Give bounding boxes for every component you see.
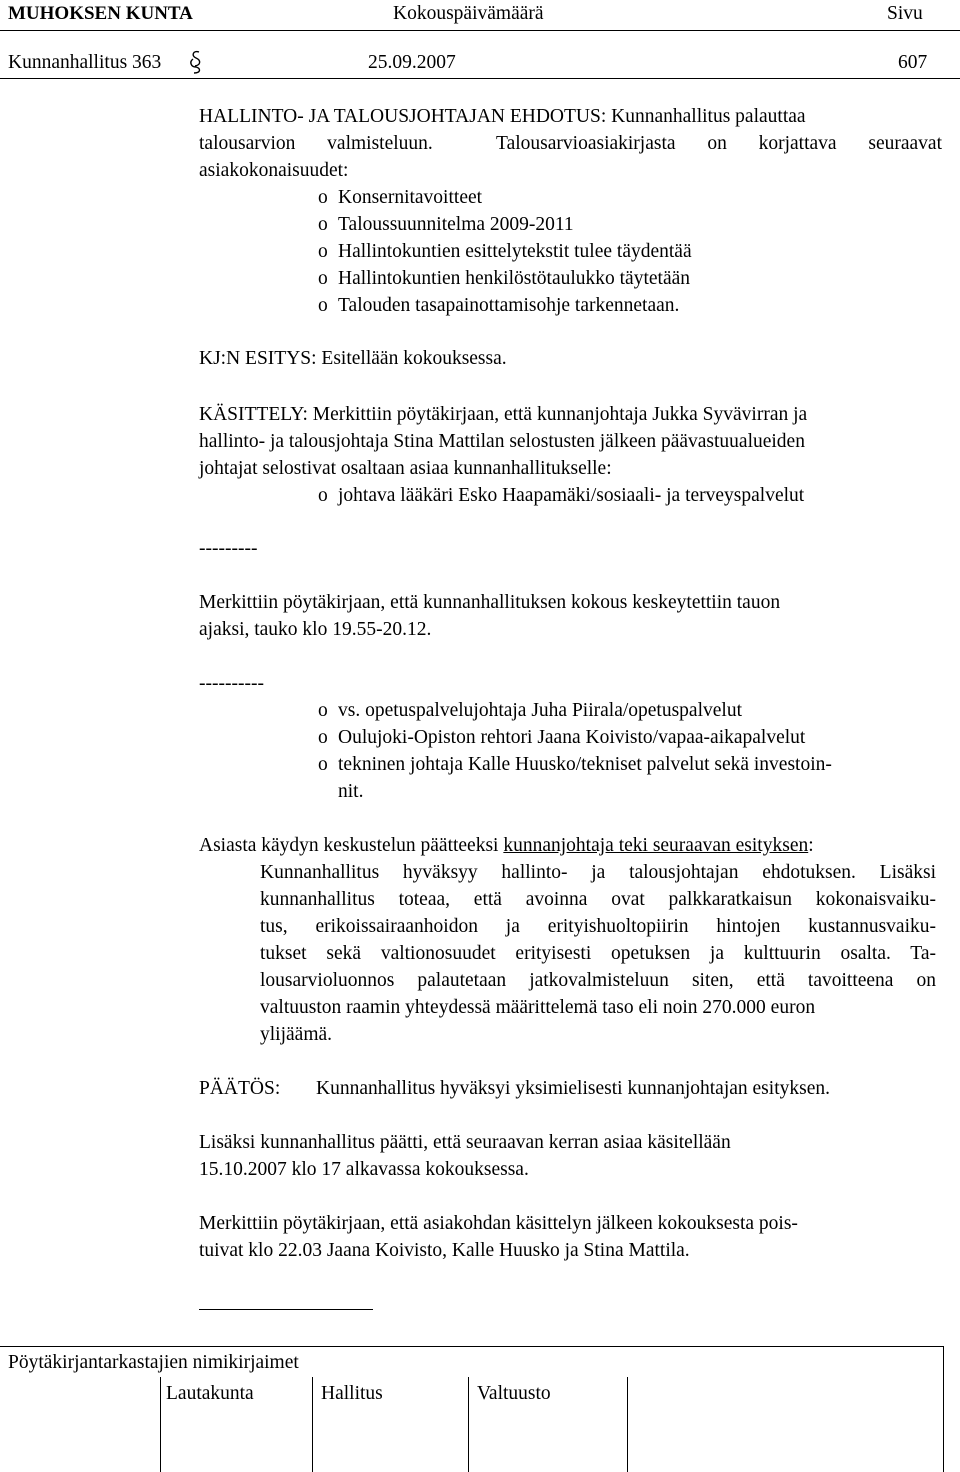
discussion-intro-b: :	[808, 835, 814, 856]
decision-text: Kunnanhallitus hyväksyi yksimielisesti kunnanjohtajan esityksen.	[316, 1078, 830, 1099]
separator-1: ---------	[199, 538, 258, 559]
footer-col-hallitus: Hallitus	[321, 1383, 383, 1404]
bullet: o	[318, 700, 328, 721]
break-note-line-1: Merkittiin pöytäkirjaan, että kunnanhallituksen kokous keskeytettiin tauon	[199, 592, 781, 613]
proposal-line-2a: talousarvion valmisteluun.	[199, 133, 433, 154]
additional-line-1: Lisäksi kunnanhallitus päätti, että seuraavan kerran asiaa käsitellään	[199, 1132, 731, 1153]
footer-top-rule	[0, 1346, 944, 1347]
speaker-item: Oulujoki-Opiston rehtori Jaana Koivisto/vapaa-aikapalvelut	[338, 727, 806, 748]
proposal-item: Hallintokuntien esittelytekstit tulee täydentää	[338, 241, 692, 262]
speaker-item-continuation: nit.	[338, 781, 364, 802]
bullet: o	[318, 754, 328, 775]
section-mark-icon	[188, 48, 204, 76]
handling-line-1: KÄSITTELY: Merkittiin pöytäkirjaan, että kunnanjohtaja Jukka Syvävirran ja	[199, 404, 808, 425]
body-and-section-number: Kunnanhallitus 363	[8, 52, 162, 73]
handling-line-2: hallinto- ja talousjohtaja Stina Mattilan selostusten jälkeen päävastuualueiden	[199, 431, 805, 452]
proposal-line-1: HALLINTO- JA TALOUSJOHTAJAN EHDOTUS: Kunnanhallitus palauttaa	[199, 106, 806, 127]
bullet: o	[318, 187, 328, 208]
departure-line-2: tuivat klo 22.03 Jaana Koivisto, Kalle Huusko ja Stina Mattila.	[199, 1240, 690, 1261]
footer-divider-3	[468, 1377, 469, 1472]
additional-line-2: 15.10.2007 klo 17 alkavassa kokouksessa.	[199, 1159, 529, 1180]
page-number: 607	[898, 52, 928, 73]
bullet: o	[318, 485, 328, 506]
bullet: o	[318, 727, 328, 748]
signature-line	[199, 1309, 373, 1310]
discussion-intro-underlined: kunnanjohtaja teki seuraavan esityksen	[503, 835, 809, 856]
footer-col-valtuusto: Valtuusto	[477, 1383, 551, 1404]
bullet: o	[318, 268, 328, 289]
header-rule-2	[0, 78, 960, 79]
bullet: o	[318, 295, 328, 316]
footer-divider-4	[627, 1377, 628, 1472]
proposal-item: Taloussuunnitelma 2009-2011	[338, 214, 574, 235]
handling-line-3: johtajat selostivat osaltaan asiaa kunnanhallitukselle:	[199, 458, 612, 479]
discussion-line: tus, erikoissairaanhoidon ja erityishuoltopiirin hintojen kustannusvaiku-	[260, 916, 936, 937]
speaker-item: tekninen johtaja Kalle Huusko/tekniset palvelut sekä investoin-	[338, 754, 832, 775]
discussion-line: valtuuston raamin yhteydessä määrittelemä taso eli noin 270.000 euron	[260, 997, 816, 1018]
break-note-line-2: ajaksi, tauko klo 19.55-20.12.	[199, 619, 432, 640]
footer-divider-1	[160, 1377, 161, 1472]
footer-divider-2	[312, 1377, 313, 1472]
discussion-line: tukset sekä valtionosuudet erityisesti opetuksen ja kulttuurin osalta. Ta-	[260, 943, 936, 964]
footer-title: Pöytäkirjantarkastajien nimikirjaimet	[8, 1352, 299, 1373]
page-label: Sivu	[887, 3, 923, 24]
discussion-line: ylijäämä.	[260, 1024, 333, 1045]
departure-line-1: Merkittiin pöytäkirjaan, että asiakohdan käsittelyn jälkeen kokouksesta pois-	[199, 1213, 798, 1234]
kj-proposal: KJ:N ESITYS: Esitellään kokouksessa.	[199, 348, 507, 369]
proposal-item: Konsernitavoitteet	[338, 187, 483, 208]
discussion-intro	[199, 832, 814, 859]
discussion-line: kunnanhallitus toteaa, että avoinna ovat palkkaratkaisun kokonaisvaiku-	[260, 889, 936, 910]
bullet: o	[318, 214, 328, 235]
meeting-date-label: Kokouspäivämäärä	[393, 3, 544, 24]
bullet: o	[318, 241, 328, 262]
speaker-item: vs. opetuspalvelujohtaja Juha Piirala/opetuspalvelut	[338, 700, 742, 721]
proposal-item: Talouden tasapainottamisohje tarkennetaan.	[338, 295, 680, 316]
discussion-intro-a: Asiasta käydyn keskustelun päätteeksi	[199, 835, 504, 856]
municipality-name: MUHOKSEN KUNTA	[8, 3, 193, 24]
footer-right-border	[943, 1346, 944, 1472]
proposal-line-2b: Talousarvioasiakirjasta on korjattava seuraavat	[496, 133, 942, 154]
discussion-line: Kunnanhallitus hyväksyy hallinto- ja talousjohtajan ehdotuksen. Lisäksi	[260, 862, 936, 883]
proposal-line-3: asiakokonaisuudet:	[199, 160, 349, 181]
proposal-item: Hallintokuntien henkilöstötaulukko täytetään	[338, 268, 691, 289]
decision-label: PÄÄTÖS:	[199, 1078, 281, 1099]
discussion-line: lousarvioluonnos palautetaan jatkovalmisteluun siten, että tavoitteena on	[260, 970, 936, 991]
proposal-line-2	[199, 130, 942, 157]
meeting-date: 25.09.2007	[368, 52, 456, 73]
separator-2: ----------	[199, 673, 264, 694]
footer-col-lautakunta: Lautakunta	[166, 1383, 254, 1404]
header-rule	[0, 30, 960, 31]
handling-item: johtava lääkäri Esko Haapamäki/sosiaali- ja terveyspalvelut	[338, 485, 805, 506]
